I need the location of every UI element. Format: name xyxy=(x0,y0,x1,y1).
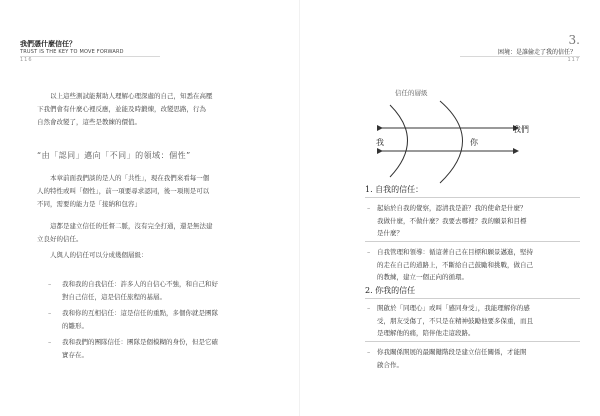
text-line: 不同，需要的能力是「接納和包容」 xyxy=(37,200,141,208)
level-item xyxy=(48,336,287,361)
header-rule xyxy=(20,56,160,57)
section-rule xyxy=(365,197,580,198)
bullet-dash: – xyxy=(48,280,52,288)
text-line: 開啟於「同理心」或叫「感同身受」，我能理解你的感 xyxy=(377,304,530,312)
text-line: 我和你的互相信任：這是信任的重點，多個你就是團隊 xyxy=(62,309,218,317)
bullet-dash: – xyxy=(48,309,52,317)
text-line: 人與人的信任可以分成幾個層級： xyxy=(50,251,148,259)
text-line: 是什麼？ xyxy=(377,229,403,237)
section-heading: “由「認同」邁向「不同」的領域：個性” xyxy=(37,151,191,160)
bullet-dash: – xyxy=(48,338,52,346)
outer-arc xyxy=(440,101,463,183)
section-1-title: 1. 自我的信任： xyxy=(365,185,424,194)
running-subtitle: TRUST IS THE KEY TO MOVE FORWARD xyxy=(20,49,124,55)
bullet-dash: – xyxy=(367,248,371,256)
section-1-item xyxy=(367,246,577,284)
text-line: 對自己信任，這是信任旅程的基層。 xyxy=(62,292,166,301)
trust-levels-diagram xyxy=(370,95,540,190)
bullet-dash: – xyxy=(367,304,371,312)
text-line: 受，朋友受傷了，不只是在精神鼓勵他要多保重，而且 xyxy=(377,316,533,325)
text-line: 以上這些測試能幫助人理解心理深處的自己，知悉在高壓 xyxy=(50,92,213,100)
running-title: 我們憑什麼信任？ xyxy=(20,40,76,48)
header-rule xyxy=(460,56,580,57)
body-paragraph-1 xyxy=(37,172,287,211)
page-number: 116 xyxy=(20,57,33,63)
chapter-number: 3. xyxy=(568,33,580,47)
section-1-item xyxy=(367,202,577,240)
text-line: 起始於自我的覺察，認清我是誰？我的使命是什麼？ xyxy=(377,204,527,212)
label-you: 你 xyxy=(470,138,478,147)
text-line: 本章前面我們談的是人的「共性」，現在我們來看每一個 xyxy=(50,174,210,182)
text-line: 我和我們的團隊信任：團隊是個模糊的身份，但是它確 xyxy=(62,338,218,346)
section-rule xyxy=(365,298,580,299)
text-line: 自我管理和領導：循這著自己在目標和願景邁進，堅持 xyxy=(377,248,533,256)
text-line: 我和我的自我信任：許多人的自信心不強，和自己和好 xyxy=(62,280,218,288)
bullet-dash: – xyxy=(367,204,371,212)
right-page xyxy=(300,0,600,416)
inner-arc xyxy=(390,105,408,177)
bullet-dash: – xyxy=(367,348,371,356)
section-2-title: 2. 你我的信任 xyxy=(365,286,416,295)
text-line: 啟合作。 xyxy=(377,360,403,369)
item-rule xyxy=(365,241,580,242)
label-self: 我 xyxy=(376,138,384,147)
text-line: 這都是建立信任的任督二脈，沒有完全打通，還是無法建 xyxy=(50,222,213,230)
item-rule xyxy=(365,341,580,342)
text-line: 實存在。 xyxy=(62,350,88,359)
text-line: 的教練，建立一個正向的循環。 xyxy=(377,273,468,281)
text-line: 的雛形。 xyxy=(62,321,88,330)
body-paragraph-3 xyxy=(37,249,287,262)
page-number: 117 xyxy=(567,57,580,63)
level-item xyxy=(48,307,287,332)
text-line: 的走在自己的道路上，不斷給自己鼓勵和挑戰，做自己 xyxy=(377,260,533,269)
text-line: 自然會改變了，這些是教練的價值。 xyxy=(37,118,141,126)
diagram-title: 信任的層級 xyxy=(395,89,428,97)
running-title: 困境：是誰偷走了我的信任？ xyxy=(497,49,576,56)
intro-paragraph xyxy=(37,90,287,129)
text-line: 你我關係開展的最關鍵階段是建立信任關係，才能開 xyxy=(377,348,527,356)
section-2-item xyxy=(367,302,577,340)
level-item xyxy=(48,278,287,303)
text-line: 人的特性或叫「個性」，前一項要尋求認同，後一項則是可以 xyxy=(37,187,210,195)
label-we: 我們 xyxy=(513,125,529,134)
text-line: 下我們會有什麼心裡反應，並能及時鍛煉，改變思路，行為 xyxy=(37,105,206,113)
body-paragraph-2 xyxy=(37,220,287,246)
section-2-item xyxy=(367,346,577,371)
text-line: 我做什麼，不做什麼？我要去哪裡？我的願景和目標 xyxy=(377,216,527,225)
text-line: 立良好的信任。 xyxy=(37,235,83,243)
text-line: 是理解他的痛，陪伴他走這段路。 xyxy=(377,329,475,337)
